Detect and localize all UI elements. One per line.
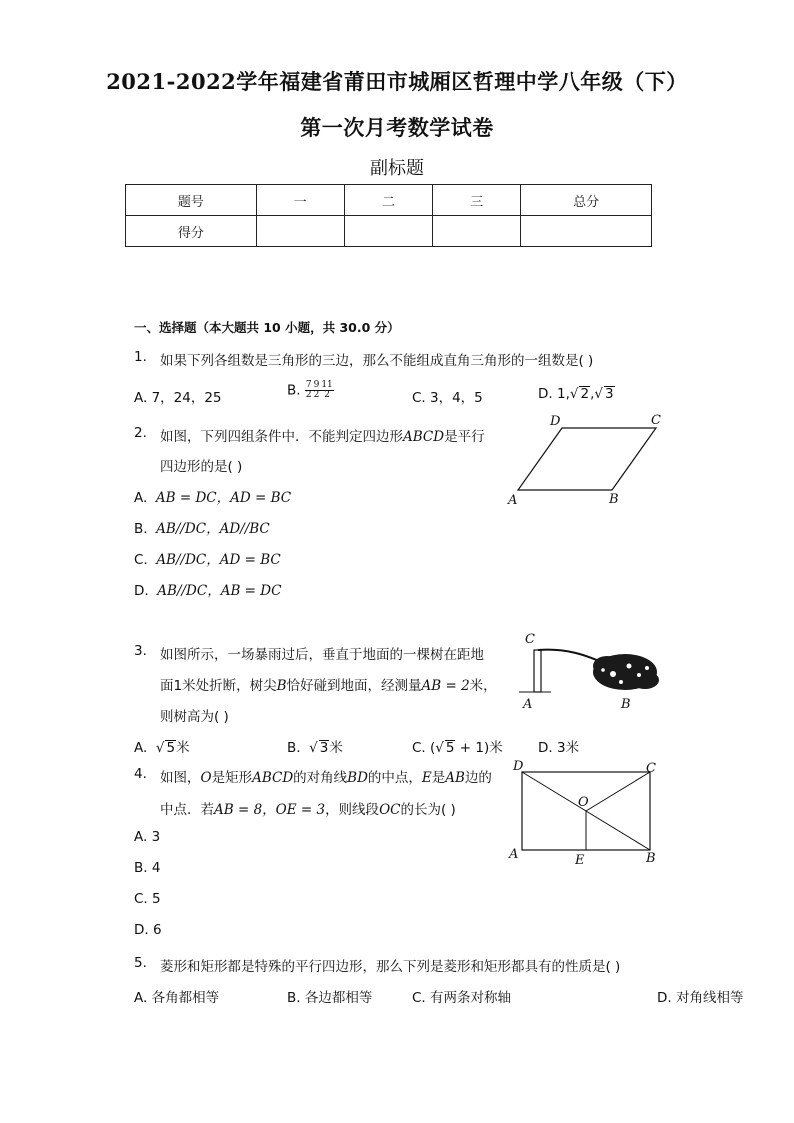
radicand: 2 <box>580 386 590 402</box>
question-4-line2 <box>160 798 456 818</box>
denominator: 2 <box>324 390 330 400</box>
math-run: ABCD <box>252 770 294 786</box>
q4-option-a: A. 3 <box>134 829 161 845</box>
text-run: 恰好碰到地面，经测量 <box>286 678 422 694</box>
math-run: OC <box>379 802 401 818</box>
q3-option-b: B. √ 3米 <box>287 740 343 756</box>
question-1-text: 如果下列各组数是三角形的三边，那么不能组成直角三角形的一组数是( ) <box>160 353 594 369</box>
question-2-line1 <box>160 425 485 445</box>
radicand: 3 <box>604 386 614 402</box>
text-run: 面1米处折断，树尖 <box>160 678 277 694</box>
math-run: E <box>421 770 432 786</box>
q5-option-a: A. 各角都相等 <box>134 990 220 1006</box>
q1-option-d: D. 1,√ 2,√ 3 <box>538 386 614 402</box>
option-label: B. <box>287 740 301 756</box>
text-run: + 1)米 <box>455 740 503 756</box>
question-number: 3. <box>134 643 147 659</box>
q5-option-d: D. 对角线相等 <box>657 990 744 1006</box>
numerator: 7 <box>305 380 312 390</box>
tree-foliage <box>593 654 659 690</box>
score-table <box>125 184 652 247</box>
text-run: ，则线段 <box>325 802 380 818</box>
option-label: A. <box>134 490 148 506</box>
q3-option-a: A. √ 5米 <box>134 740 190 756</box>
text-run: 米， <box>469 678 497 694</box>
score-cell: 三 <box>433 185 521 216</box>
score-cell: 二 <box>344 185 433 216</box>
exam-subtitle: 副标题 <box>370 158 424 179</box>
text-run: 中点．若 <box>160 802 214 818</box>
numerator: 11 <box>321 380 333 390</box>
math-run: AB//DC，AD//BC <box>156 521 270 537</box>
broken-tree-figure <box>515 628 665 712</box>
vertex-label-b: B <box>646 851 656 866</box>
section-heading: 一、选择题（本大题共 10 小题，共 30.0 分） <box>134 320 400 335</box>
math-run: AB <box>445 770 465 786</box>
tree-label-a: A <box>523 697 533 712</box>
q4-option-d: D. 6 <box>134 922 162 938</box>
q4-option-b: B. 4 <box>134 860 161 876</box>
math-run: O <box>200 770 212 786</box>
q5-option-c: C. 有两条对称轴 <box>412 990 512 1006</box>
score-table-header-row <box>126 185 652 216</box>
exam-title-line2: 第一次月考数学试卷 <box>300 115 494 140</box>
math-run: AB = DC，AD = BC <box>155 490 292 506</box>
vertex-label-c: C <box>651 413 661 428</box>
q2-option-d <box>134 579 281 599</box>
vertex-label-a: A <box>508 493 518 508</box>
vertex-label-a: A <box>509 847 519 862</box>
tree-trunk <box>534 650 541 692</box>
question-2-line2: 四边形的是( ) <box>160 459 243 475</box>
option-label: C. <box>134 552 148 568</box>
vertex-label-d: D <box>513 759 524 774</box>
question-5-text: 菱形和矩形都是特殊的平行四边形，那么下列是菱形和矩形都具有的性质是( ) <box>160 959 621 975</box>
radicand: 5 <box>445 740 455 756</box>
text-run: 如图，下列四组条件中．不能判定四边形 <box>160 429 403 445</box>
score-cell <box>521 216 652 247</box>
rectangle-figure <box>505 758 665 870</box>
q2-option-b <box>134 517 270 537</box>
question-3-line2 <box>160 674 497 694</box>
q5-option-b: B. 各边都相等 <box>287 990 373 1006</box>
q1-option-a: A. 7，24，25 <box>134 390 222 406</box>
math-run: BD <box>347 770 368 786</box>
option-label: D. 1, <box>538 386 570 402</box>
math-run: AB//DC，AB = DC <box>157 583 282 599</box>
q4-option-c: C. 5 <box>134 891 161 907</box>
fraction <box>313 381 321 400</box>
question-number: 1. <box>134 349 147 365</box>
q2-option-a <box>134 486 291 506</box>
exam-title-line1: 2021-2022学年福建省莆田市城厢区哲理中学八年级（下） <box>106 69 688 94</box>
score-cell <box>344 216 433 247</box>
question-4-line1 <box>160 766 492 786</box>
score-cell <box>433 216 521 247</box>
text-run: 米 <box>176 740 190 756</box>
math-run: ABCD <box>403 429 445 445</box>
option-label: A. <box>134 740 148 756</box>
tree-label-b: B <box>621 697 631 712</box>
denominator: 2 <box>305 390 312 400</box>
text-run: 的中点， <box>367 770 422 786</box>
vertex-label-b: B <box>609 492 619 507</box>
score-cell: 得分 <box>126 216 257 247</box>
segment-oc <box>586 772 650 811</box>
fraction <box>320 381 333 400</box>
point-label-o: O <box>578 795 589 810</box>
text-run: 是矩形 <box>211 770 253 786</box>
tree-label-c: C <box>525 632 535 647</box>
point-label-e: E <box>575 853 585 868</box>
radicand: 3 <box>319 740 329 756</box>
score-cell: 总分 <box>521 185 652 216</box>
text-run: 边的 <box>464 770 492 786</box>
text-run: 的长为( ) <box>400 802 456 818</box>
score-cell: 一 <box>256 185 344 216</box>
score-table-score-row <box>126 216 652 247</box>
vertex-label-c: C <box>646 761 656 776</box>
text-run: 是平行 <box>444 429 485 445</box>
question-3-line3: 则树高为( ) <box>160 709 229 725</box>
text-run: 的对角线 <box>293 770 348 786</box>
parallelogram-figure <box>500 410 670 510</box>
denominator: 2 <box>313 390 320 400</box>
q1-option-c: C. 3，4，5 <box>412 390 483 406</box>
math-run: B <box>276 678 287 694</box>
option-label: D. <box>134 583 149 599</box>
text-run: 如图， <box>160 770 201 786</box>
numerator: 9 <box>313 380 320 390</box>
option-label: C. ( <box>412 740 436 756</box>
score-cell: 题号 <box>126 185 257 216</box>
parallelogram-shape <box>518 428 656 490</box>
q1-option-b <box>287 381 334 400</box>
q3-option-d: D. 3米 <box>538 740 580 756</box>
math-run: AB = 2 <box>421 678 470 694</box>
score-cell <box>256 216 344 247</box>
question-number: 2. <box>134 425 147 441</box>
math-run: AB = 8，OE = 3 <box>214 802 326 818</box>
text-run: 米 <box>329 740 343 756</box>
option-label: B. <box>134 521 148 537</box>
fraction <box>305 381 313 400</box>
question-number: 4. <box>134 766 147 782</box>
radicand: 5 <box>166 740 176 756</box>
option-label: B. <box>287 382 301 399</box>
q3-option-c: C. (√ 5 + 1)米 <box>412 740 503 756</box>
math-run: AB//DC，AD = BC <box>156 552 281 568</box>
text-run: 是 <box>431 770 446 786</box>
question-number: 5. <box>134 955 147 971</box>
question-3-line1: 如图所示，一场暴雨过后，垂直于地面的一棵树在距地 <box>160 647 484 663</box>
vertex-label-d: D <box>550 414 561 429</box>
q2-option-c <box>134 548 281 568</box>
